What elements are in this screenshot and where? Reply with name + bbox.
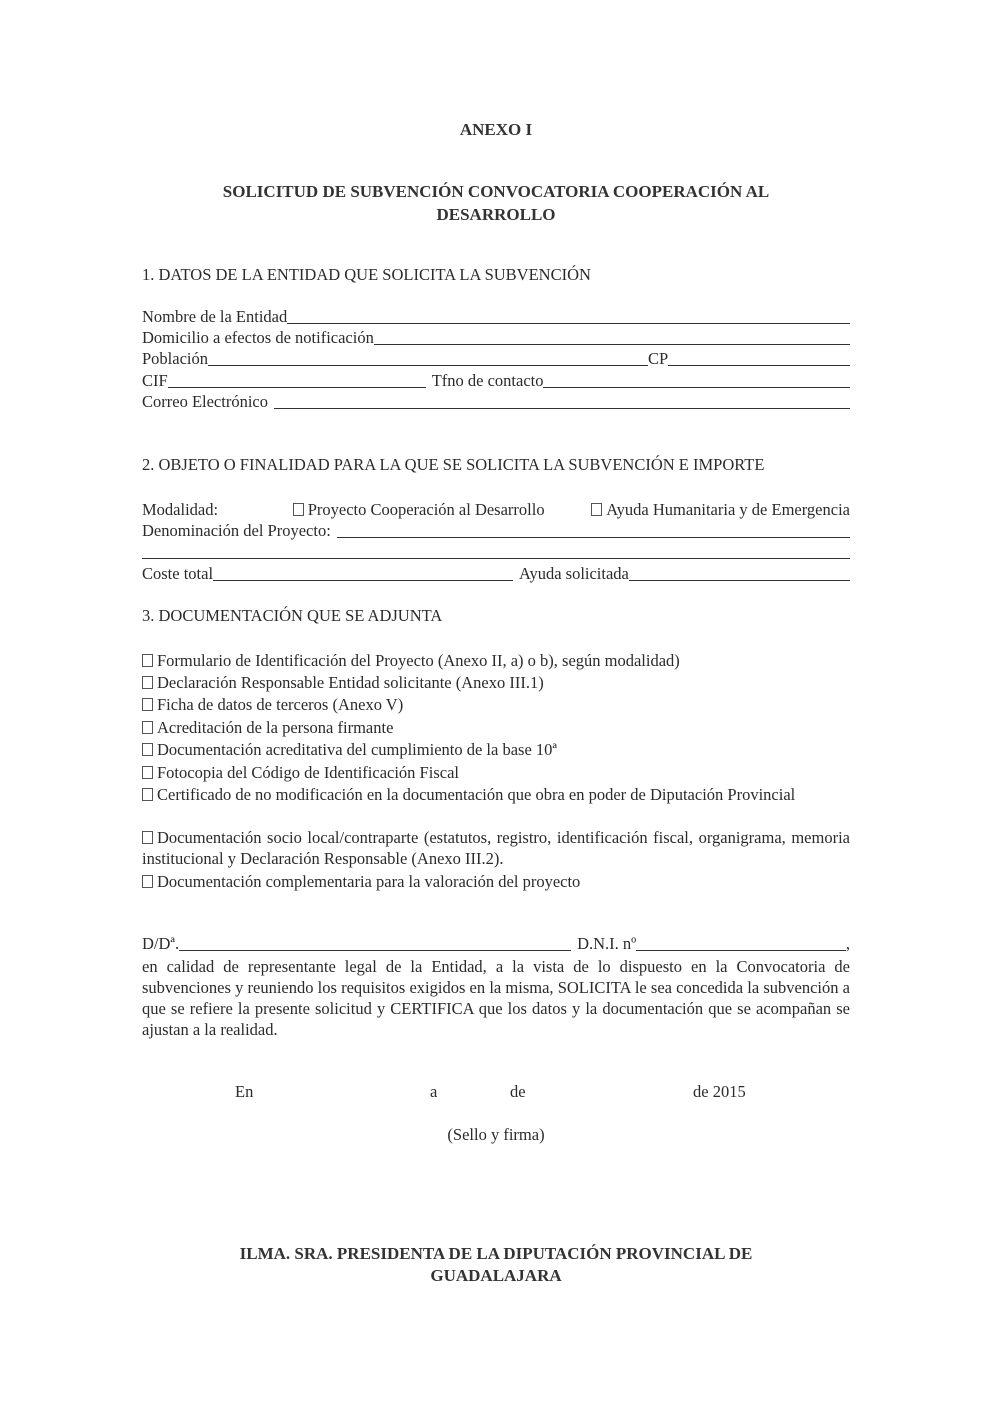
entity-name-label: Nombre de la Entidad (142, 307, 288, 326)
email-label: Correo Electrónico (142, 392, 268, 411)
addressee-line1: ILMA. SRA. PRESIDENTA DE LA DIPUTACIÓN PROVINCIAL DE (239, 1244, 753, 1263)
entity-name-field[interactable] (287, 308, 850, 324)
doc-item-form[interactable] (142, 650, 850, 671)
address-field[interactable] (374, 329, 850, 345)
doc-item-label: Certificado de no modificación en la documentación que obra en poder de Diputación Provincial (157, 785, 796, 804)
addressee (142, 1243, 850, 1287)
entity-name-row (142, 307, 850, 327)
signature-year-label: de 2015 (693, 1082, 746, 1101)
checkbox-icon[interactable] (142, 788, 153, 801)
requested-aid-field[interactable] (629, 565, 850, 581)
declaration-paragraph: en calidad de representante legal de la Entidad, a la vista de lo dispuesto en la Convocatoria de subvenciones y reuniendo los requisitos exigidos en la misma, SOLICITA le sea concedida la subvención a que se refiere la presente solicitud y CERTIFICA que los datos y la documentación que se acompañan se ajustan a la realidad. (142, 957, 850, 1039)
checkbox-icon[interactable] (293, 503, 304, 516)
doc-item-signer[interactable] (142, 717, 850, 738)
modality-option-cooperation[interactable] (293, 500, 545, 520)
doc-item-label: Ficha de datos de terceros (Anexo V) (157, 695, 404, 714)
email-field[interactable] (274, 393, 850, 409)
project-name-field[interactable] (337, 522, 850, 538)
phone-field[interactable] (543, 372, 850, 388)
town-field[interactable] (208, 350, 648, 366)
email-row (142, 392, 850, 412)
doc-item-label: Fotocopia del Código de Identificación Fiscal (157, 763, 459, 782)
postal-code-label: CP (648, 349, 669, 368)
stamp-signature-label: (Sello y firma) (447, 1125, 545, 1144)
project-name-row-2 (142, 543, 850, 562)
modality-label: Modalidad: (142, 500, 219, 519)
checkbox-icon[interactable] (142, 698, 153, 711)
doc-item-complementary[interactable] (142, 871, 850, 892)
doc-item-label: Documentación complementaria para la valoración del proyecto (157, 872, 581, 891)
checkbox-icon[interactable] (142, 676, 153, 689)
checkbox-icon[interactable] (142, 766, 153, 779)
checkbox-icon[interactable] (142, 721, 153, 734)
total-cost-field[interactable] (213, 565, 513, 581)
signature-place-label: En (235, 1082, 254, 1101)
checkbox-icon[interactable] (142, 875, 153, 888)
trailing-comma: , (845, 934, 850, 953)
modality-row (142, 500, 850, 520)
section1-heading: 1. DATOS DE LA ENTIDAD QUE SOLICITA LA SUBVENCIÓN (142, 265, 591, 284)
doc-item-third-party[interactable] (142, 694, 850, 715)
form-subtitle-line1: SOLICITUD DE SUBVENCIÓN CONVOCATORIA COOPERACIÓN AL (222, 182, 770, 201)
doc-item-label: Formulario de Identificación del Proyecto (Anexo II, a) o b), según modalidad) (157, 651, 680, 670)
project-name-row (142, 521, 850, 541)
total-cost-label: Coste total (142, 564, 214, 583)
phone-label: Tfno de contacto (431, 371, 544, 390)
doc-item-label: Declaración Responsable Entidad solicitante (Anexo III.1) (157, 673, 544, 692)
doc-item-label: Documentación socio local/contraparte (estatutos, registro, identificación fiscal, organigrama, memoria institucional y Declaración Responsable (Anexo III.2). (142, 828, 850, 868)
cif-field[interactable] (168, 372, 426, 388)
modality-option-cooperation-label: Proyecto Cooperación al Desarrollo (307, 500, 545, 519)
section3-heading: 3. DOCUMENTACIÓN QUE SE ADJUNTA (142, 606, 443, 625)
cif-row (142, 371, 850, 391)
address-label: Domicilio a efectos de notificación (142, 328, 374, 347)
signer-name-label: D/Dª. (142, 934, 180, 953)
doc-item-declaration[interactable] (142, 672, 850, 693)
checkbox-icon[interactable] (591, 503, 602, 516)
doc-item-cif-copy[interactable] (142, 762, 850, 783)
project-name-label: Denominación del Proyecto: (142, 521, 331, 540)
address-row (142, 328, 850, 348)
doc-item-base10[interactable] (142, 739, 850, 760)
modality-option-humanitarian-label: Ayuda Humanitaria y de Emergencia (606, 500, 850, 519)
dni-field[interactable] (636, 935, 846, 951)
dni-label: D.N.I. nº (577, 934, 637, 953)
requested-aid-label: Ayuda solicitada (519, 564, 629, 583)
section2-heading: 2. OBJETO O FINALIDAD PARA LA QUE SE SOLICITA LA SUBVENCIÓN E IMPORTE (142, 455, 765, 474)
doc-item-label: Documentación acreditativa del cumplimiento de la base 10ª (157, 740, 557, 759)
checkbox-icon[interactable] (142, 654, 153, 667)
signer-name-field[interactable] (179, 935, 571, 951)
cost-row (142, 564, 850, 584)
project-name-field-line2[interactable] (142, 543, 850, 559)
addressee-line2: GUADALAJARA (430, 1266, 562, 1285)
cif-label: CIF (142, 371, 168, 390)
postal-code-field[interactable] (668, 350, 850, 366)
signature-day-label: a (430, 1082, 438, 1101)
doc-item-label: Acreditación de la persona firmante (157, 718, 394, 737)
town-label: Población (142, 349, 208, 368)
signer-row (142, 934, 850, 954)
modality-option-humanitarian[interactable] (591, 500, 850, 520)
checkbox-icon[interactable] (142, 743, 153, 756)
form-subtitle-line2: DESARROLLO (436, 205, 556, 224)
doc-item-local-partner[interactable] (142, 827, 850, 869)
town-row (142, 349, 850, 369)
form-subtitle (142, 180, 850, 226)
annex-title: ANEXO I (459, 120, 533, 139)
signature-month-label: de (510, 1082, 526, 1101)
checkbox-icon[interactable] (142, 831, 153, 844)
doc-item-no-modification[interactable] (142, 784, 850, 805)
